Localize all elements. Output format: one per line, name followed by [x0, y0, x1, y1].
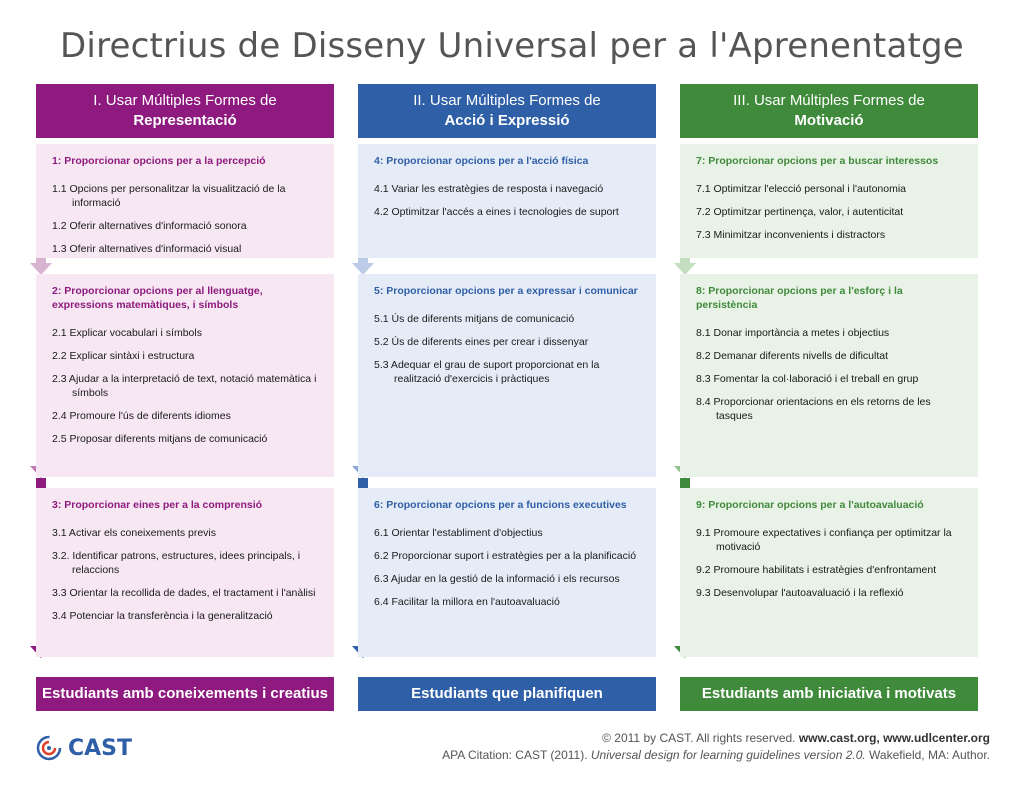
copyright-text: © 2011 by CAST. All rights reserved. [602, 731, 799, 745]
checkpoint-item: 6.2 Proporcionar suport i estratègies per a la planificació [374, 550, 637, 562]
checkpoint-item: 9.1 Promoure expectatives i confiança per optimitzar la motivació [696, 527, 952, 553]
checkpoint-item: 8.1 Donar importància a metes i objectius [696, 327, 890, 339]
checkpoint-item: 9.3 Desenvolupar l'autoavaluació i la reflexió [696, 587, 904, 599]
checkpoint-item: 2.2 Explicar sintàxi i estructura [52, 350, 195, 362]
column-footer: Estudiants que planifiquen [358, 677, 656, 711]
guideline-title: 5: Proporcionar opcions per a expressar i comunicar [374, 285, 638, 297]
citation-title: Universal design for learning guidelines version 2.0. [590, 748, 866, 762]
checkpoint-item: 2.4 Promoure l'ús de diferents idiomes [52, 410, 231, 422]
guideline-title: 9: Proporcionar opcions per a l'autoavaluació [696, 499, 924, 511]
citation-suffix: Wakefield, MA: Author. [865, 748, 990, 762]
checkpoint-item: 2.3 Ajudar a la interpretació de text, notació matemàtica i símbols [52, 373, 317, 399]
checkpoint-item: 7.1 Optimitzar l'elecció personal i l'autonomia [696, 183, 907, 195]
guideline-title: 2: Proporcionar opcions per al llenguatge, expressions matemàtiques, i símbols [52, 285, 263, 311]
guideline-box [358, 144, 656, 258]
guideline-title: 8: Proporcionar opcions per a l'esforç i la persistència [696, 285, 903, 311]
checkpoint-item: 2.1 Explicar vocabulari i símbols [52, 327, 202, 339]
checkpoint-item: 1.1 Opcions per personalitzar la visualització de la informació [52, 183, 286, 209]
checkpoint-item: 1.2 Oferir alternatives d'informació sonora [52, 220, 247, 232]
column-header-line1: III. Usar Múltiples Formes de [733, 92, 925, 109]
checkpoint-item: 3.2. Identificar patrons, estructures, idees principals, i relaccions [52, 550, 301, 576]
checkpoint-item: 4.1 Variar les estratègies de resposta i navegació [374, 183, 604, 195]
checkpoint-item: 7.2 Optimitzar pertinença, valor, i autenticitat [696, 206, 904, 218]
column-header-line1: I. Usar Múltiples Formes de [93, 92, 277, 109]
column-header [358, 84, 656, 138]
page-title: Directrius de Disseny Universal per a l'Aprenentatge [60, 26, 964, 66]
column-footer: Estudiants amb iniciativa i motivats [680, 677, 978, 711]
checkpoint-item: 4.2 Optimitzar l'accés a eines i tecnologies de suport [374, 206, 619, 218]
guideline-box [36, 274, 334, 477]
guideline-title: 6: Proporcionar opcions per a funcions executives [374, 499, 627, 511]
guideline-box [358, 274, 656, 477]
checkpoint-item: 5.2 Ús de diferents eines per crear i dissenyar [374, 336, 589, 348]
checkpoint-item: 6.3 Ajudar en la gestió de la informació i els recursos [374, 573, 620, 585]
guideline-box [680, 274, 978, 477]
guideline-box [358, 488, 656, 657]
checkpoint-item: 2.5 Proposar diferents mitjans de comunicació [52, 433, 268, 445]
column-action-expression [358, 84, 656, 702]
cast-logo-icon [36, 735, 62, 761]
guideline-title: 7: Proporcionar opcions per a buscar interessos [696, 155, 939, 167]
checkpoint-item: 9.2 Promoure habilitats i estratègies d'enfrontament [696, 564, 937, 576]
cast-logo [36, 735, 132, 761]
column-header [36, 84, 334, 138]
checkpoint-item: 6.4 Facilitar la millora en l'autoavaluació [374, 596, 560, 608]
citation-prefix: APA Citation: CAST (2011). [442, 748, 591, 762]
logo-text: CAST [68, 735, 133, 761]
column-header-line1: II. Usar Múltiples Formes de [413, 92, 601, 109]
column-header-line2: Motivació [794, 112, 864, 129]
column-header-line2: Acció i Expressió [444, 112, 570, 129]
copyright-block [442, 730, 990, 764]
checkpoint-item: 7.3 Minimitzar inconvenients i distractors [696, 229, 886, 241]
column-footer: Estudiants amb coneixements i creatius [36, 677, 334, 711]
guideline-title: 3: Proporcionar eines per a la comprensió [52, 499, 263, 511]
guideline-box [680, 144, 978, 258]
column-motivation [680, 84, 978, 702]
website-links[interactable]: www.cast.org, www.udlcenter.org [798, 731, 990, 745]
guideline-box [680, 488, 978, 657]
checkpoint-item: 3.3 Orientar la recollida de dades, el tractament i l'anàlisi [52, 587, 316, 599]
checkpoint-item: 5.1 Ús de diferents mitjans de comunicació [374, 313, 575, 325]
checkpoint-item: 3.1 Activar els coneixements previs [52, 527, 216, 539]
column-header [680, 84, 978, 138]
checkpoint-item: 5.3 Adequar el grau de suport proporcionat en la realització d'exercicis i pràctiques [374, 359, 600, 385]
checkpoint-item: 8.2 Demanar diferents nivells de dificultat [696, 350, 889, 362]
column-representation [36, 84, 334, 702]
guideline-title: 1: Proporcionar opcions per a la percepció [52, 155, 266, 167]
checkpoint-item: 8.3 Fomentar la col·laboració i el treball en grup [696, 373, 919, 385]
guideline-box [36, 144, 334, 258]
checkpoint-item: 3.4 Potenciar la transferència i la generalització [52, 610, 273, 622]
checkpoint-item: 1.3 Oferir alternatives d'informació visual [52, 243, 242, 255]
column-header-line2: Representació [133, 112, 237, 129]
checkpoint-item: 6.1 Orientar l'establiment d'objectius [374, 527, 543, 539]
checkpoint-item: 8.4 Proporcionar orientacions en els retorns de les tasques [696, 396, 931, 422]
guideline-box [36, 488, 334, 657]
guideline-title: 4: Proporcionar opcions per a l'acció física [374, 155, 589, 167]
